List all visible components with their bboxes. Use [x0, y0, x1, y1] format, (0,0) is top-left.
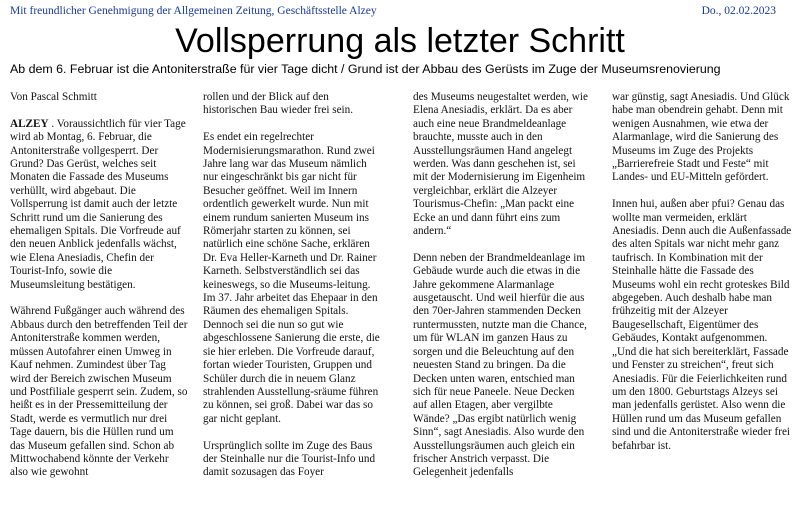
- publication-date: Do., 02.02.2023: [701, 5, 776, 17]
- article-column-1: [10, 91, 188, 507]
- source-credit: Mit freundlicher Genehmigung der Allgemeinen Zeitung, Geschäftsstelle Alzey: [10, 5, 377, 17]
- article-column-3: [413, 91, 591, 507]
- paragraph-gap: [10, 104, 188, 117]
- paragraph-gap: [10, 292, 188, 305]
- lead-text: . Voraussichtlich für vier Tage wird ab Montag, 6. Februar, die Antoniterstraße vollgesperrt. Der Grund? Das Gerüst, welches seit Monaten die Fassade des Museums verhüllt, wird abgebaut. Die Vollsperrung ist damit auch der letzte Schritt rund um die Sanierung des ehemaligen Spitals. Die Vorfreude auf den neuen Anblick jedenfalls wächst, wie Elena Anesiadis, Chefin der Tourist-Info, sowie die Museumsleitung bestätigen.: [10, 117, 186, 291]
- dateline-location: ALZEY: [10, 117, 49, 130]
- article-column-4: [612, 91, 792, 507]
- article-paragraph: Denn neben der Brandmeldeanlage im Gebäude wurde auch die etwas in die Jahre gekommene Alarmanlage ausgetauscht. Und weil hierfür die aus den 70er-Jahren stammenden Decken runtermussten, nutzte man die Chance, um für WLAN im ganzen Haus zu sorgen und die Beleuchtung auf den neuesten Stand zu bringen. Da die Decken unten waren, entschied man sich für neue Paneele. Neue Decken auf allen Etagen, aber vergilbte Wände? „Das ergibt natürlich wenig Sinn“, sagt Anesiadis. Also wurde den Ausstellungsräumen auch gleich ein frischer Anstrich verpasst. Die Gelegenheit jedenfalls: [413, 251, 587, 479]
- article-byline: Von Pascal Schmitt: [10, 91, 97, 103]
- article-paragraph: Ursprünglich sollte im Zuge des Baus der Steinhalle nur die Tourist-Info und damit sozusagen das Foyer: [203, 439, 376, 479]
- paragraph-gap: [203, 426, 383, 439]
- article-paragraph: war günstig, sagt Anesiadis. Und Glück habe man obendrein gehabt. Denn mit wenigen Ausnahmen, wie etwa der Alarmanlage, wird die Sanierung des Museums im Zuge des Projekts „Barrierefreie Stadt und Feste“ mit Landes- und EU-Mitteln gefördert.: [612, 91, 790, 184]
- article-paragraph: Innen hui, außen aber pfui? Genau das wollte man vermeiden, erklärt Anesiadis. Denn auch die Außenfassade des alten Spitals war nicht mehr ganz taufrisch. In Kombination mit der Steinhalle hätte die Fassade des Museums wohl ein recht groteskes Bild abgegeben. Auch deshalb habe man frühzeitig mit der Alzeyer Baugesellschaft, Eigentümer des Gebäudes, Kontakt aufgenommen. „Und die hat sich bereiterklärt, Fassade und Fenster zu streichen“, freut sich Anesiadis. Für die Feierlichkeiten rund um den 1800. Geburtstags Alzeys sei man jedenfalls gerüstet. Also wenn die Hüllen rund um das Museum gefallen sind und die Antoniterstraße wieder frei befahrbar ist.: [612, 198, 792, 452]
- paragraph-gap: [203, 118, 383, 131]
- article-paragraph: [10, 118, 188, 292]
- article-paragraph: des Museums neugestaltet werden, wie Elena Anesiadis, erklärt. Da es aber auch eine neue Brandmeldeanlage brauchte, musste auch in den Ausstellungsräumen Hand angelegt werden. Was dann geschehen ist, sei mit der Modernisierung im Eigenheim vergleichbar, erklärt die Alzeyer Tourismus-Chefin: „Man packt eine Ecke an und dann führt eins zum andern.“: [413, 91, 588, 238]
- article-paragraph: rollen und der Blick auf den historischen Bau wieder frei sein.: [203, 91, 354, 117]
- article-headline: Vollsperrung als letzter Schritt: [175, 22, 625, 60]
- article-subheadline: Ab dem 6. Februar ist die Antoniterstraße für vier Tage dicht / Grund ist der Abbau des Gerüsts im Zuge der Museumsrenovierung: [10, 62, 721, 76]
- paragraph-gap: [413, 238, 591, 251]
- article-column-2: [203, 91, 383, 507]
- article-paragraph: Während Fußgänger auch während des Abbaus durch den betreffenden Teil der Antoniterstraße kommen werden, müssen Autofahrer einen Umweg in Kauf nehmen. Zumindest über Tag wird der Bereich zwischen Museum und Postfiliale gesperrt sein. Zudem, so heißt es in der Pressemitteilung der Stadt, werde es vermutlich nur drei Tage dauern, bis die Hüllen rund um das Museum gefallen sind. Schon ab Mittwochabend könnte der Verkehr also wie gewohnt: [10, 305, 188, 479]
- paragraph-gap: [612, 185, 792, 198]
- source-bar: [0, 0, 800, 22]
- article-paragraph: Es endet ein regelrechter Modernisierungsmarathon. Rund zwei Jahre lang war das Museum nämlich nur eingeschränkt bis gar nicht für Besucher geöffnet. Weil im Innern ordentlich gewerkelt wurde. Nun mit einem rundum sanierten Museum ins Römerjahr starten zu können, sei natürlich eine schöne Sache, erklären Dr. Eva Heller-Karneth und Dr. Rainer Karneth. Selbstverständlich sei das keineswegs, so die Museums-leitung. Im 37. Jahr arbeitet das Ehepaar in den Räumen des ehemaligen Spitals. Dennoch sei die nun so gut wie abgeschlossene Sanierung die erste, die sie hier erleben. Die Vorfreude darauf, fortan wieder Touristen, Gruppen und Schüler durch die in neuem Glanz strahlenden Ausstellung-sräume führen zu können, sei groß. Dabei war das so gar nicht geplant.: [203, 131, 380, 425]
